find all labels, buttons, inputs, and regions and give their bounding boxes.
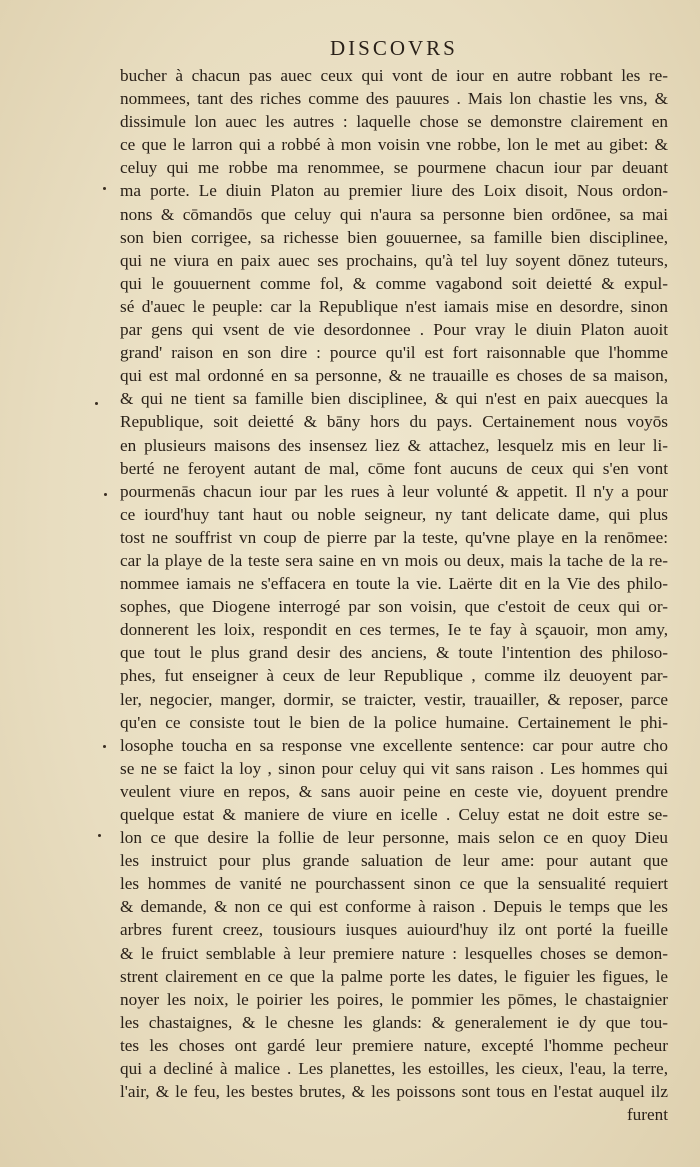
- text-line: nommees, tant des riches comme des pauures . Mais lon chastie les vns, &: [120, 89, 668, 109]
- text-line: qui le gouuernent comme fol, & comme vagabond soit deietté & expul-: [120, 273, 668, 293]
- text-line: sé d'auec le peuple: car la Republique n'est iamais mise en desordre, sinon: [120, 296, 668, 316]
- body-text: [120, 64, 668, 1126]
- text-line: pourmenās chacun iour par les rues à leur volunté & appetit. Il n'y a pour: [120, 481, 668, 501]
- text-line: Republique, soit deietté & bāny hors du pays. Certainement nous voyōs: [120, 412, 668, 432]
- text-line: les instruict pour plus grande saluation de leur ame: pour autant que: [120, 851, 668, 871]
- text-line: les hommes de vanité ne pourchassent sinon ce que la sensualité requiert: [120, 874, 668, 894]
- text-line: se ne se faict la loy , sinon pour celuy qui vit sans raison . Les hommes qui: [120, 758, 668, 778]
- text-line: que tout le plus grand desir des anciens, & toute l'intention des philoso-: [120, 643, 668, 663]
- margin-mark: [103, 745, 106, 748]
- text-line: losophe toucha en sa response vne excellente sentence: car pour autre cho: [120, 735, 668, 755]
- text-line: son bien corrigee, sa richesse bien gouuernee, sa famille bien disciplinee,: [120, 227, 668, 247]
- text-line: grand' raison en son dire : pource qu'il est fort raisonnable que l'homme: [120, 343, 668, 363]
- text-line: qu'en ce consiste tout le bien de la police humaine. Certainement le phi-: [120, 712, 668, 732]
- text-line: noyer les noix, le poirier les poires, le pommier les pōmes, le chastaignier: [120, 989, 668, 1009]
- running-head: DISCOVRS: [330, 36, 458, 60]
- text-line: donnerent les loix, respondit en ces termes, Ie te fay à sçauoir, mon amy,: [120, 620, 668, 640]
- text-line: phes, fut enseigner à ceux de leur Republique , comme ilz deuoyent par-: [120, 666, 668, 686]
- text-line: ler, negocier, manger, dormir, se traicter, vestir, trauailler, & reposer, parce: [120, 689, 668, 709]
- text-line: en plusieurs maisons des insensez liez & attachez, lesquelz mis en leur li-: [120, 435, 668, 455]
- text-line: strent clairement en ce que la palme porte les dates, le figuier les figues, le: [120, 966, 668, 986]
- text-line: les chastaignes, & le chesne les glands: & generalement ie dy que tou-: [120, 1012, 668, 1032]
- text-line: celuy qui me robbe ma renommee, se pourmene chacun iour par deuant: [120, 158, 668, 178]
- text-line: berté ne feroyent autant de mal, cōme font aucuns de ceux qui s'en vont: [120, 458, 668, 478]
- text-line: dissimule lon auec les autres : laquelle chose se demonstre clairement en: [120, 112, 668, 132]
- text-line: l'air, & le feu, les bestes brutes, & les poissons sont tous en l'estat auquel ilz: [120, 1082, 668, 1102]
- text-line: qui a decliné à malice . Les planettes, les estoilles, les cieux, l'eau, la terre,: [120, 1059, 668, 1079]
- text-line: bucher à chacun pas auec ceux qui vont de iour en autre robbant les re-: [120, 66, 668, 85]
- margin-mark: [95, 402, 98, 405]
- text-line: ce iourd'huy tant haut ou noble seigneur, ny tant delicate dame, qui plus: [120, 504, 668, 524]
- text-line: qui ne viura en paix auec ses prochains, qu'à tel luy soyent dōnez tuteurs,: [120, 250, 668, 270]
- text-line: veulent viure en repos, & sans auoir peine en ceste vie, doyuent prendre: [120, 781, 668, 801]
- text-line: & demande, & non ce qui est conforme à raison . Depuis le temps que les: [120, 897, 668, 917]
- text-line: nons & cōmandōs que celuy qui n'aura sa personne bien ordōnee, sa mai: [120, 204, 668, 224]
- text-line: car la playe de la teste sera saine en vn mois ou deux, mais la tache de la re-: [120, 550, 668, 570]
- text-line: ma porte. Le diuin Platon au premier liure des Loix disoit, Nous ordon-: [120, 181, 668, 201]
- text-line: tes les choses ont gardé leur premiere nature, excepté l'homme pecheur: [120, 1035, 668, 1055]
- text-line: qui est mal ordonné en sa personne, & ne trauaille es choses de sa maison,: [120, 366, 668, 386]
- text-line: & qui ne tient sa famille bien disciplinee, & qui n'est en paix auecques la: [120, 389, 668, 409]
- text-line: arbres furent creez, tousiours iusques auiourd'huy ilz ont porté la fueille: [120, 920, 668, 940]
- text-line: lon ce que desire la follie de leur personne, mais selon ce en quoy Dieu: [120, 828, 668, 848]
- text-line: nommee iamais ne s'effacera en toute la vie. Laërte dit en la Vie des philo-: [120, 574, 668, 594]
- text-line: sophes, que Diogene interrogé par son voisin, que c'estoit de ceux qui or-: [120, 597, 668, 617]
- margin-mark: [104, 493, 107, 496]
- text-line: ce que le larron qui a robbé à mon voisin vne robbe, lon le met au gibet: &: [120, 135, 668, 155]
- text-line: quelque estat & maniere de viure en icelle . Celuy estat ne doit estre se-: [120, 805, 668, 824]
- text-line: par gens qui vsent de vie desordonnee . Pour vray le diuin Platon auoit: [120, 320, 668, 340]
- margin-mark: [103, 187, 106, 190]
- text-line: tost ne souffrist vn coup de pierre par la teste, qu'vne playe en la renōmee:: [120, 527, 668, 547]
- margin-mark: [98, 834, 101, 837]
- catchword: furent: [626, 1105, 668, 1125]
- text-line: & le fruict semblable à leur premiere nature : lesquelles choses se demon-: [120, 943, 668, 963]
